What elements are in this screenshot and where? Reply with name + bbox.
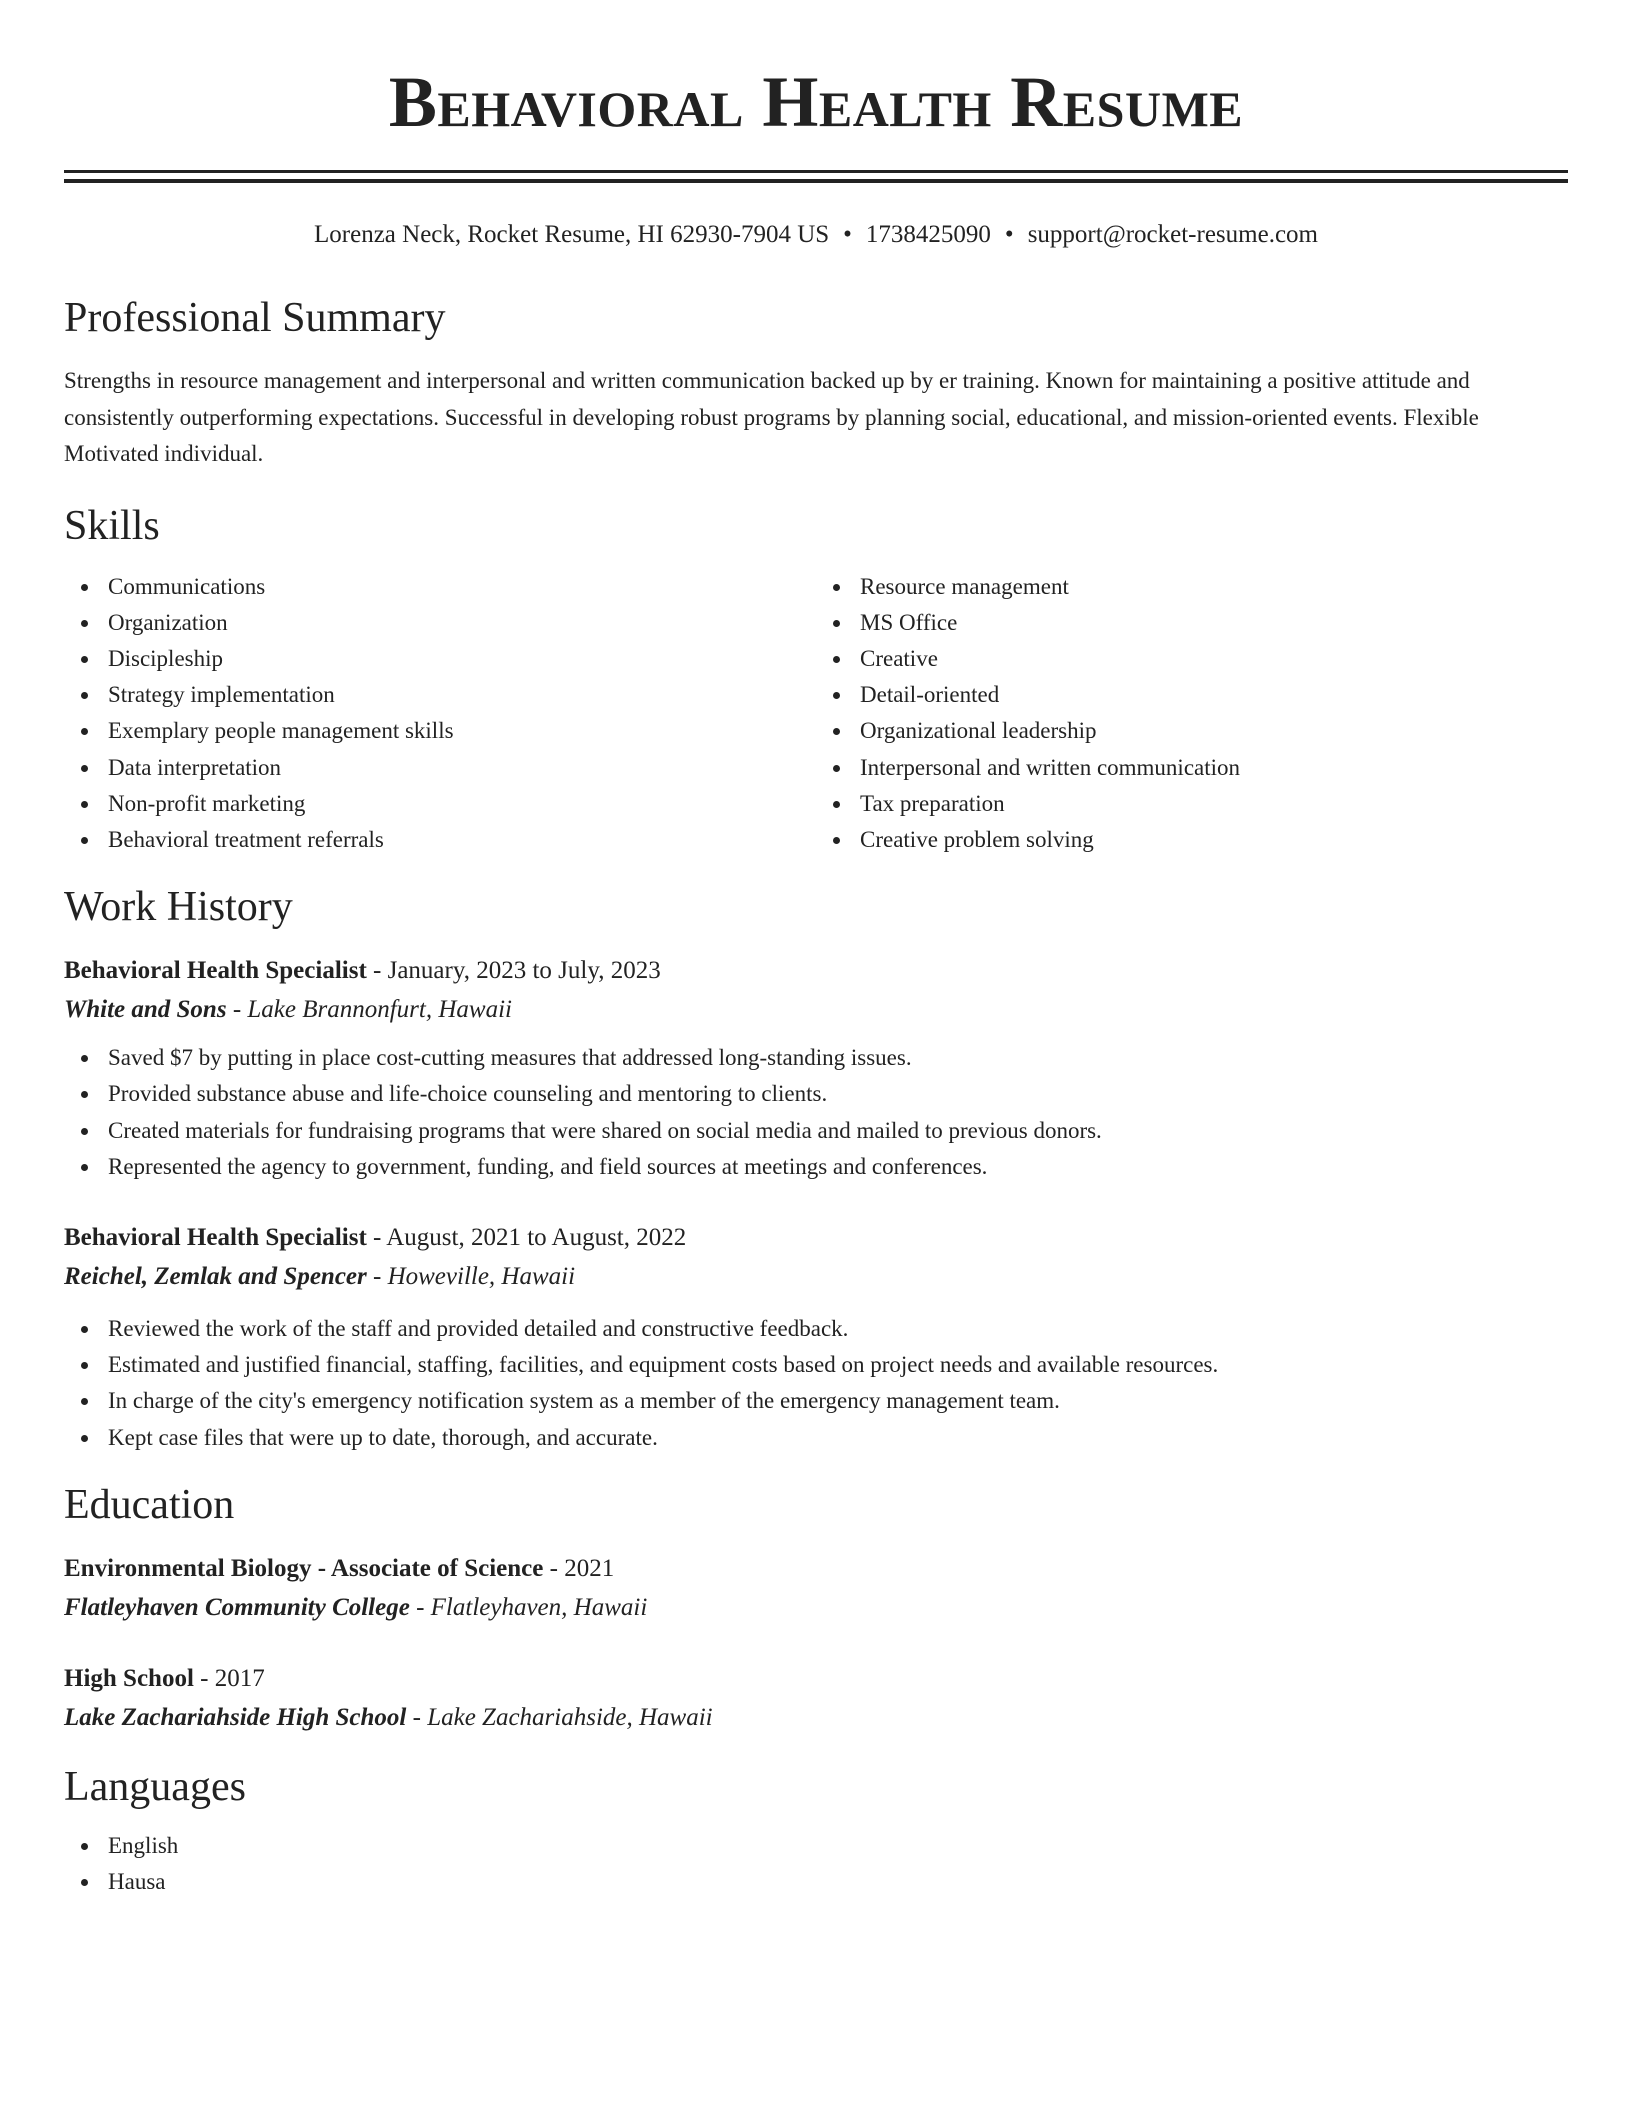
job-header <box>64 1219 1568 1257</box>
job-header <box>64 952 1568 990</box>
languages-heading: Languages <box>64 1763 246 1810</box>
skill-item: Data interpretation <box>108 750 816 786</box>
job-title: Behavioral Health Specialist <box>64 957 367 985</box>
title-divider-bottom <box>64 179 1568 183</box>
job-dates: - January, 2023 to July, 2023 <box>366 957 661 985</box>
languages-list <box>64 1828 1568 1900</box>
education-header <box>64 1550 1568 1588</box>
skills-list-left <box>64 569 816 859</box>
skills-list-right <box>816 569 1568 859</box>
skill-item: Organizational leadership <box>860 713 1568 749</box>
title-divider-top <box>64 170 1568 173</box>
skill-item: Tax preparation <box>860 786 1568 822</box>
job-employer <box>64 990 1568 1030</box>
skills-heading: Skills <box>64 502 160 549</box>
education-institution <box>64 1588 1568 1628</box>
job-entry <box>64 952 1568 1185</box>
education-location: - Lake Zachariahside, Hawaii <box>406 1703 713 1731</box>
skill-item: Organization <box>108 605 816 641</box>
education-heading: Education <box>64 1481 235 1528</box>
job-duty: In charge of the city's emergency notification system as a member of the emergency management team. <box>108 1383 1568 1419</box>
contact-address: Lorenza Neck, Rocket Resume, HI 62930-7904 US <box>314 221 830 248</box>
skill-item: Interpersonal and written communication <box>860 750 1568 786</box>
skill-item: Resource management <box>860 569 1568 605</box>
language-item: English <box>108 1828 1568 1864</box>
job-dates: - August, 2021 to August, 2022 <box>366 1223 687 1251</box>
skill-item: Non-profit marketing <box>108 786 816 822</box>
education-header <box>64 1660 1568 1698</box>
skill-item: Behavioral treatment referrals <box>108 822 816 858</box>
skill-item: Exemplary people management skills <box>108 713 816 749</box>
education-location: - Flatleyhaven, Hawaii <box>409 1593 648 1621</box>
contact-separator: • <box>1004 221 1014 248</box>
education-school: Flatleyhaven Community College <box>64 1593 410 1621</box>
job-company: White and Sons <box>64 996 227 1024</box>
job-duties-list <box>64 1040 1568 1185</box>
education-entry <box>64 1550 1568 1628</box>
contact-email[interactable]: support@rocket-resume.com <box>1027 221 1318 248</box>
job-entry <box>64 1219 1568 1456</box>
job-location: - Lake Brannonfurt, Hawaii <box>226 996 512 1024</box>
job-duty: Created materials for fundraising programs that were shared on social media and mailed to previous donors. <box>108 1113 1568 1149</box>
education-year: - 2017 <box>193 1664 265 1692</box>
skill-item: Communications <box>108 569 816 605</box>
job-duty: Represented the agency to government, funding, and field sources at meetings and conferences. <box>108 1149 1568 1185</box>
skill-item: Creative problem solving <box>860 822 1568 858</box>
job-title: Behavioral Health Specialist <box>64 1223 367 1251</box>
education-degree: High School <box>64 1664 194 1692</box>
education-institution <box>64 1698 1568 1738</box>
job-duty: Estimated and justified financial, staffing, facilities, and equipment costs based on project needs and available resources. <box>108 1347 1568 1383</box>
contact-separator: • <box>843 221 852 248</box>
summary-text: Strengths in resource management and interpersonal and written communication backed up by er training. Known for maintaining a positive attitude and consistently outperforming expectations. Successful in developing robust programs by planning social, educational, and mission-oriented events. Flexible Motivated individual. <box>64 368 1479 466</box>
work-history-heading: Work History <box>64 884 293 931</box>
job-company: Reichel, Zemlak and Spencer <box>64 1262 367 1290</box>
language-item: Hausa <box>108 1864 1568 1900</box>
education-entry <box>64 1660 1568 1738</box>
education-year: - 2021 <box>543 1554 615 1582</box>
job-duty: Saved $7 by putting in place cost-cutting measures that addressed long-standing issues. <box>108 1040 1568 1076</box>
job-duty: Provided substance abuse and life-choice counseling and mentoring to clients. <box>108 1076 1568 1112</box>
summary-heading: Professional Summary <box>64 295 446 341</box>
skill-item: Detail-oriented <box>860 677 1568 713</box>
resume-title: Behavioral Health Resume <box>388 62 1244 142</box>
job-duties-list <box>64 1311 1568 1456</box>
job-duty: Reviewed the work of the staff and provided detailed and constructive feedback. <box>108 1311 1568 1347</box>
skill-item: Strategy implementation <box>108 677 816 713</box>
job-location: - Howeville, Hawaii <box>366 1262 576 1290</box>
contact-line <box>64 219 1568 251</box>
job-employer <box>64 1257 1568 1297</box>
skills-columns <box>64 569 1568 859</box>
job-duty: Kept case files that were up to date, thorough, and accurate. <box>108 1420 1568 1456</box>
education-degree: Environmental Biology - Associate of Science <box>64 1554 544 1582</box>
skill-item: Discipleship <box>108 641 816 677</box>
skill-item: MS Office <box>860 605 1568 641</box>
education-school: Lake Zachariahside High School <box>64 1703 407 1731</box>
skill-item: Creative <box>860 641 1568 677</box>
contact-phone: 1738425090 <box>865 221 991 248</box>
